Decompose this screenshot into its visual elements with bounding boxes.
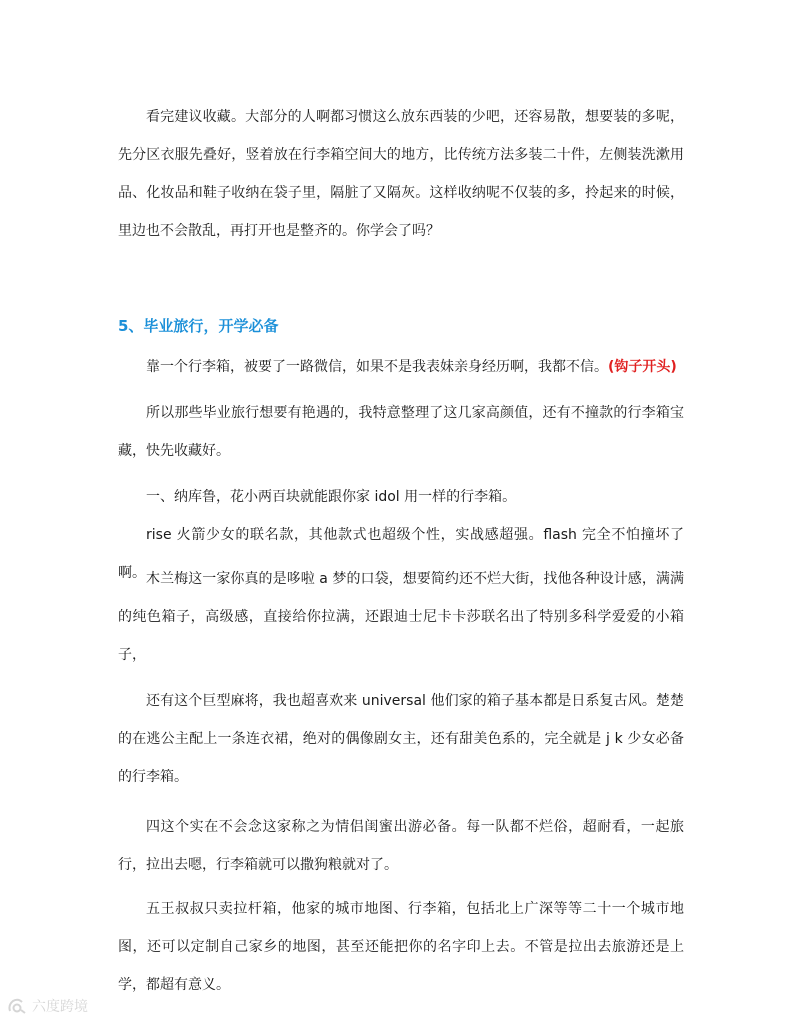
paragraph-brand-4: 四这个实在不会念这家称之为情侣闺蜜出游必备。每一队都不烂俗，超耐看，一起旅行，拉出去嗯，行李箱就可以撒狗粮就对了。 xyxy=(118,819,684,873)
paragraph-storage-tips: 看完建议收藏。大部分的人啊都习惯这么放东西装的少吧，还容易散，想要装的多呢，先分区衣服先叠好，竖着放在行李箱空间大的地方，比传统方法多装二十件，左侧装洗漱用品、化妆品和鞋子收纳在袋子里，隔脏了又隔灰。这样收纳呢不仅装的多，拎起来的时候，里边也不会散乱，再打开也是整齐的。你学会了吗？ xyxy=(118,109,684,239)
watermark-text: 六度跨境 xyxy=(32,999,88,1015)
watermark xyxy=(6,996,88,1016)
paragraph-intro xyxy=(118,348,684,386)
paragraph-rise: rise 火箭少女的联名款，其他款式也超级个性，实战感超强。flash 完全不怕撞坏了啊。 xyxy=(118,527,685,581)
section-heading: 5、毕业旅行，开学必备 xyxy=(118,317,279,335)
paragraph-brand-mulan: 木兰梅这一家你真的是哆啦 a 梦的口袋，想要简约还不烂大街，找他各种设计感，满满的纯色箱子，高级感，直接给你拉满，还跟迪士尼卡卡莎联名出了特别多科学爱爱的小箱子， xyxy=(118,571,684,663)
paragraph-collection: 所以那些毕业旅行想要有艳遇的，我特意整理了这几家高颜值，还有不撞款的行李箱宝藏，快先收藏好。 xyxy=(118,405,684,459)
brand-logo-icon xyxy=(6,997,28,1015)
hook-label: (钩子开头) xyxy=(608,359,677,375)
paragraph-brand-1: 一、纳库鲁，花小两百块就能跟你家 idol 用一样的行李箱。 xyxy=(146,489,517,505)
paragraph-brand-universal: 还有这个巨型麻将，我也超喜欢来 universal 他们家的箱子基本都是日系复古风。楚楚的在逃公主配上一条连衣裙，绝对的偶像剧女主，还有甜美色系的，完全就是 j k 少女必备的行李箱。 xyxy=(118,693,684,785)
paragraph-intro-text: 靠一个行李箱，被要了一路微信，如果不是我表妹亲身经历啊，我都不信。 xyxy=(146,359,608,375)
paragraph-brand-5: 五王叔叔只卖拉杆箱，他家的城市地图、行李箱，包括北上广深等等二十一个城市地图，还可以定制自己家乡的地图，甚至还能把你的名字印上去。不管是拉出去旅游还是上学，都超有意义。 xyxy=(118,901,684,993)
